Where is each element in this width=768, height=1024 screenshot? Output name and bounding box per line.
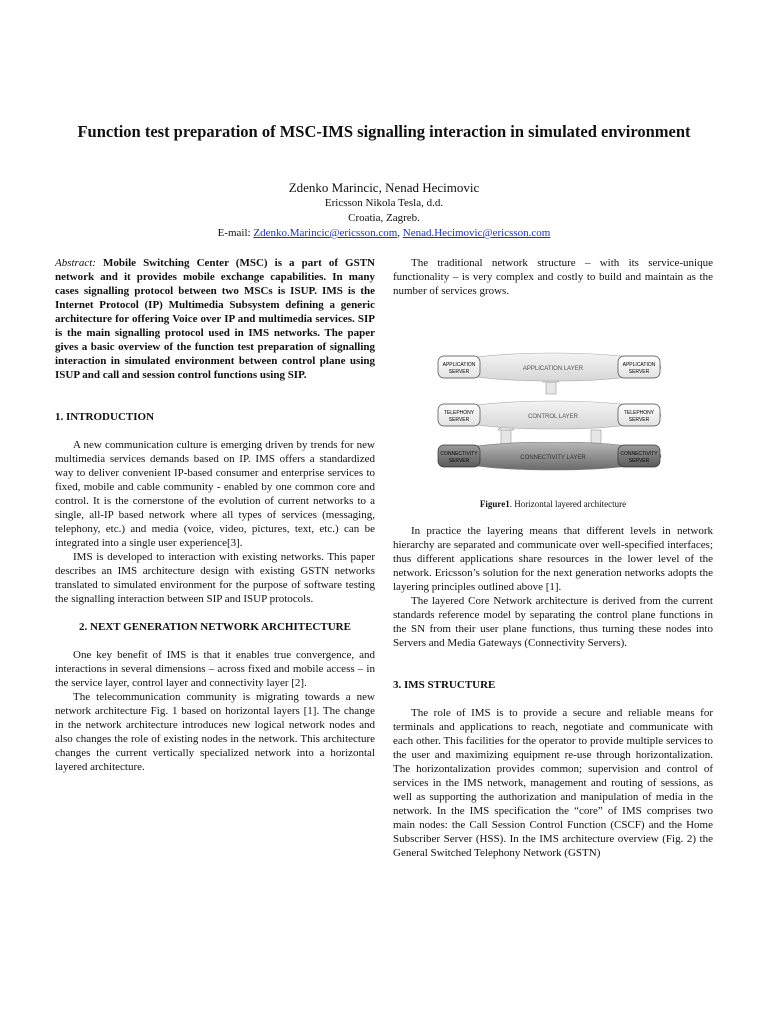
right-paragraph-3: The layered Core Network architecture is derived from the current standards reference model by separating the control plane functions in the SN from their user plane functions, thus turning these nodes into Servers and Media Gateways (Connectivity Servers). [393, 595, 713, 649]
connectivity-layer-label: CONNECTIVITY LAYER [520, 455, 586, 461]
ngn-paragraph-2: The telecommunication community is migrating towards a new network architecture Fig. 1 based on horizontal layers [1]. The change in the network architecture introduces new logical network nodes and also changes the role of existing nodes in the network. This architecture changes the current vertically specialized network into a horizontal layered architecture. [55, 691, 375, 773]
app-server-right-l1: APPLICATION [622, 362, 656, 368]
left-column [55, 256, 375, 774]
conn-server-right-l1: CONNECTIVITY [620, 451, 658, 457]
figure-caption [393, 498, 713, 510]
connectivity-server-right [618, 445, 660, 467]
application-server-right [618, 356, 660, 378]
abstract [55, 256, 375, 382]
tel-server-left-l2: SERVER [448, 417, 470, 423]
connectivity-server-left [438, 445, 480, 467]
tel-server-right-l2: SERVER [628, 417, 650, 423]
abstract-text: Mobile Switching Center (MSC) is a part of GSTN network and it provides mobile exchange capabilities. In many cases signalling protocol between two MSCs is ISUP. IMS is the Internet Protocol (IP) Multimedia Subsystem defining a generic architecture for offering Voice over IP and multimedia services. SIP is the main signalling protocol used in IMS networks. The paper gives a basic overview of the function test preparation of signalling interaction in simulated environment between control plane using ISUP and call and session control functions using SIP. [55, 257, 375, 381]
tel-server-right-l1: TELEPHONY [623, 410, 655, 416]
ims-paragraph-1: The role of IMS is to provide a secure and reliable means for terminals and applications to reach, negotiate and communicate with each other. This facilities for the operator to provide multiple services to the user and maximizing equipment re-use through horizontalization. The horizontalization provides common; supervision and control of services in the IMS network, management and routing of sessions, as well as supporting the authorization and manipulation of media in the network. In the IMS specification the “core” of IMS comprises two main nodes: the Call Session Control Function (CSCF) and the Home Subscriber Server (HSS). In the IMS architecture overview (Fig. 2) the General Switched Telephony Network (GSTN) [393, 707, 713, 859]
app-server-right-l2: SERVER [628, 369, 650, 375]
connectivity-row [393, 448, 713, 498]
email-line [70, 226, 698, 241]
conn-server-left-l2: SERVER [448, 458, 470, 464]
affiliation [70, 196, 698, 241]
connectivity-diagram [393, 442, 713, 492]
affiliation-place: Croatia, Zagreb. [348, 212, 420, 224]
layered-architecture-figure [393, 298, 713, 448]
figure-caption-text: . Horizontal layered architecture [509, 499, 627, 509]
figure-caption-label: Figure1 [479, 499, 510, 509]
conn-server-left-l1: CONNECTIVITY [440, 451, 478, 457]
email-link-1[interactable]: Zdenko.Marincic@ericsson.com [253, 227, 398, 239]
control-layer-label: CONTROL LAYER [527, 414, 579, 420]
email-link-2[interactable]: Nenad.Hecimovic@ericsson.com [402, 227, 551, 239]
authors: Zdenko Marincic, Nenad Hecimovic [288, 180, 480, 195]
email-separator: , [397, 227, 403, 239]
intro-paragraph-1: A new communication culture is emerging driven by trends for new multimedia services demands based on IP. IMS offers a standardized way to deliver convenient IP-based consumer and enterprise services to fixed, mobile and cable community - enabled by one common core and control. It is the cornerstone of the evolution of current networks to a single, all-IP based network where all types of services (messaging, telephony, etc.) and media (voice, video, pictures, text, etc.) can be integrated into a single user experience[3]. [55, 439, 375, 549]
application-server-left [438, 356, 480, 378]
right-paragraph-2: In practice the layering means that different levels in network hierarchy are separated and communicate over well-specified interfaces; thus different applications share resources in the lower level of the network. Ericsson’s solution for the next generation networks adopts the layering principles outlined above [1]. [393, 525, 713, 593]
ngn-heading: 2. NEXT GENERATION NETWORK ARCHITECTURE [79, 621, 351, 633]
ims-heading: 3. IMS STRUCTURE [393, 679, 496, 691]
architecture-diagram [393, 298, 713, 448]
telephony-server-left [438, 404, 480, 426]
right-paragraph-1: The traditional network structure – with its service-unique functionality – is very complex and costly to build and maintain as the number of services grows. [393, 257, 713, 297]
intro-paragraph-2: IMS is developed to interaction with existing networks. This paper describes an IMS architecture design with existing GSTN networks translated to simulated environment for the purpose of software testing the signalling interaction between SIP and ISUP protocols. [55, 551, 375, 605]
intro-heading: 1. INTRODUCTION [55, 411, 155, 423]
email-label: E-mail: [217, 227, 254, 239]
app-server-left-l1: APPLICATION [442, 362, 476, 368]
app-server-left-l2: SERVER [448, 369, 470, 375]
paper-title: Function test preparation of MSC-IMS signalling interaction in simulated environment [77, 122, 691, 141]
ngn-paragraph-1: One key benefit of IMS is that it enables true convergence, and interactions in several dimensions – across fixed and mobile access – in the service layer, control layer and connectivity layer [2]. [55, 649, 375, 689]
abstract-label: Abstract: [55, 257, 96, 269]
conn-server-right-l2: SERVER [628, 458, 650, 464]
telephony-server-right [618, 404, 660, 426]
right-column [393, 256, 713, 860]
application-layer-label: APPLICATION LAYER [522, 366, 584, 372]
affiliation-org: Ericsson Nikola Tesla, d.d. [324, 197, 444, 209]
tel-server-left-l1: TELEPHONY [443, 410, 475, 416]
